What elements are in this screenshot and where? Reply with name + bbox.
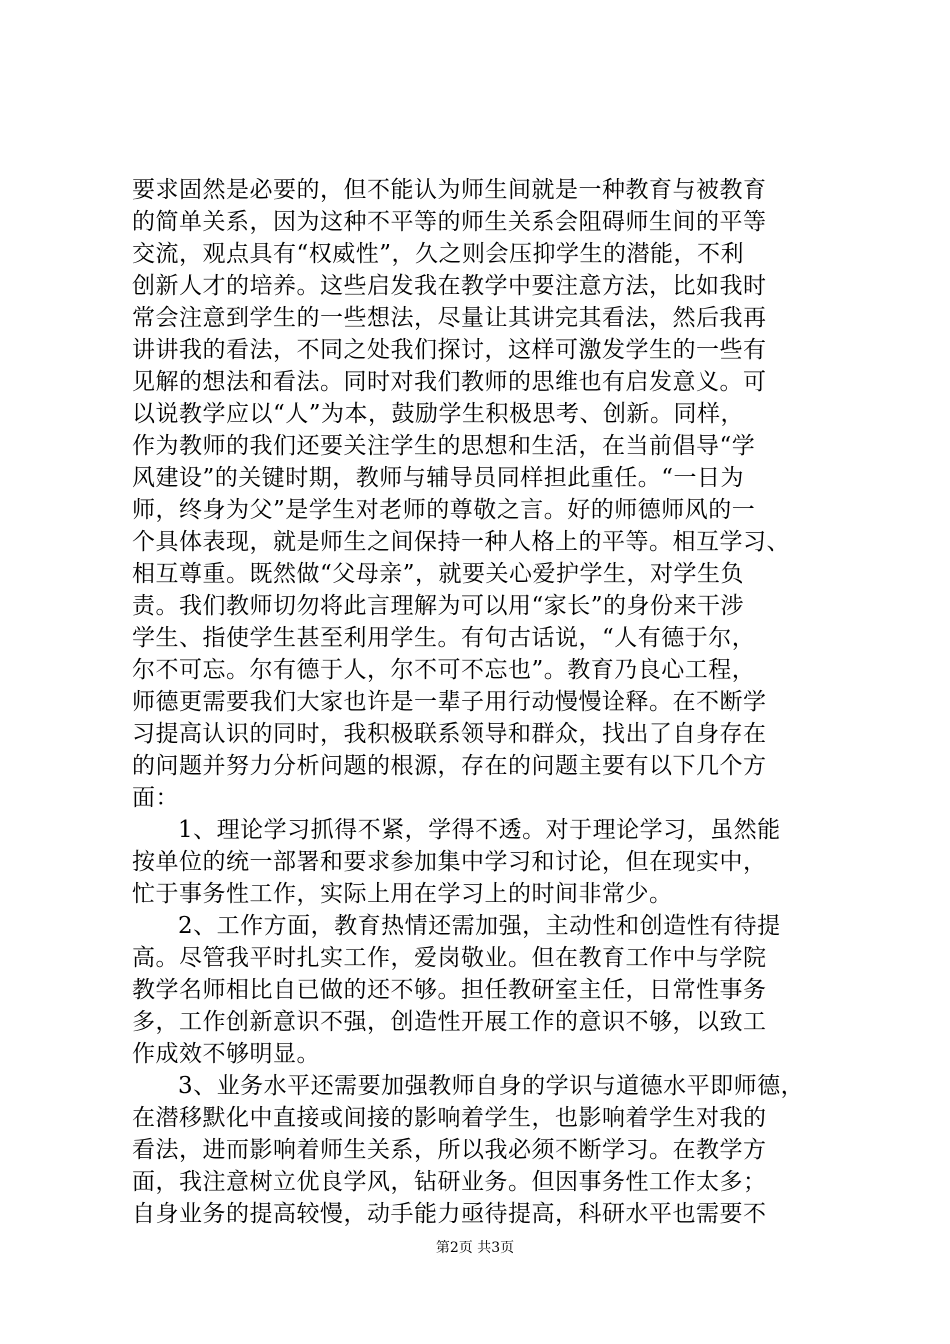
text-line: 相互尊重。既然做“父母亲”，就要关心爱护学生，对学生负: [132, 561, 745, 587]
text-line: 多，工作创新意识不强，创造性开展工作的意识不够，以致工: [132, 1009, 767, 1035]
text-line: 作成效不够明显。: [132, 1041, 320, 1067]
text-line: 面：: [132, 785, 179, 811]
text-line: 以说教学应以“人”为本，鼓励学生积极思考、创新。同样，: [132, 401, 745, 427]
text-line: 风建设”的关键时期，教师与辅导员同样担此重任。“一日为: [132, 465, 745, 491]
text-line: 讲讲我的看法，不同之处我们探讨，这样可激发学生的一些有: [132, 337, 767, 363]
text-line: 要求固然是必要的，但不能认为师生间就是一种教育与被教育: [132, 177, 767, 203]
text-line: 作为教师的我们还要关注学生的思想和生活，在当前倡导“学: [132, 433, 756, 459]
text-line: 个具体表现，就是师生之间保持一种人格上的平等。相互学习、: [132, 529, 790, 555]
text-line: 看法，进而影响着师生关系，所以我必须不断学习。在教学方: [132, 1137, 767, 1163]
text-line: 尔不可忘。尔有德于人，尔不可不忘也”。教育乃良心工程，: [132, 657, 756, 683]
text-line: 创新人才的培养。这些启发我在教学中要注意方法，比如我时: [132, 273, 767, 299]
text-line: 在潜移默化中直接或间接的影响着学生，也影响着学生对我的: [132, 1105, 767, 1131]
text-line: 高。尽管我平时扎实工作，爱岗敬业。但在教育工作中与学院: [132, 945, 767, 971]
text-line: 常会注意到学生的一些想法，尽量让其讲完其看法，然后我再: [132, 305, 767, 331]
text-line: 2、工作方面，教育热情还需加强，主动性和创造性有待提: [178, 913, 781, 939]
text-line: 师，终身为父”是学生对老师的尊敬之言。好的师德师风的一: [132, 497, 756, 523]
text-line: 按单位的统一部署和要求参加集中学习和讨论，但在现实中，: [132, 849, 767, 875]
text-line: 见解的想法和看法。同时对我们教师的思维也有启发意义。可: [132, 369, 767, 395]
document-body: [132, 174, 834, 1230]
text-line: 面，我注意树立优良学风，钻研业务。但因事务性工作太多；: [132, 1169, 767, 1195]
text-line: 的简单关系，因为这种不平等的师生关系会阻碍师生间的平等: [132, 209, 767, 235]
text-line: 责。我们教师切勿将此言理解为可以用“家长”的身份来干涉: [132, 593, 745, 619]
text-line: 的问题并努力分析问题的根源，存在的问题主要有以下几个方: [132, 753, 767, 779]
text-line: 教学名师相比自已做的还不够。担任教研室主任，日常性事务: [132, 977, 767, 1003]
text-line: 1、理论学习抓得不紧，学得不透。对于理论学习，虽然能: [178, 817, 781, 843]
text-line: 忙于事务性工作，实际上用在学习上的时间非常少。: [132, 881, 673, 907]
text-line: 师德更需要我们大家也许是一辈子用行动慢慢诠释。在不断学: [132, 689, 767, 715]
text-line: 自身业务的提高较慢，动手能力亟待提高，科研水平也需要不: [132, 1201, 767, 1227]
text-line: 学生、指使学生甚至利用学生。有句古话说，“人有德于尔，: [132, 625, 756, 651]
text-line: 交流，观点具有“权威性”，久之则会压抑学生的潜能，不利: [132, 241, 745, 267]
page-footer: 第2页 共3页: [435, 1240, 515, 1256]
text-line: 习提高认识的同时，我积极联系领导和群众，找出了自身存在: [132, 721, 767, 747]
text-line: 3、业务水平还需要加强教师自身的学识与道德水平即师德，: [178, 1073, 805, 1099]
